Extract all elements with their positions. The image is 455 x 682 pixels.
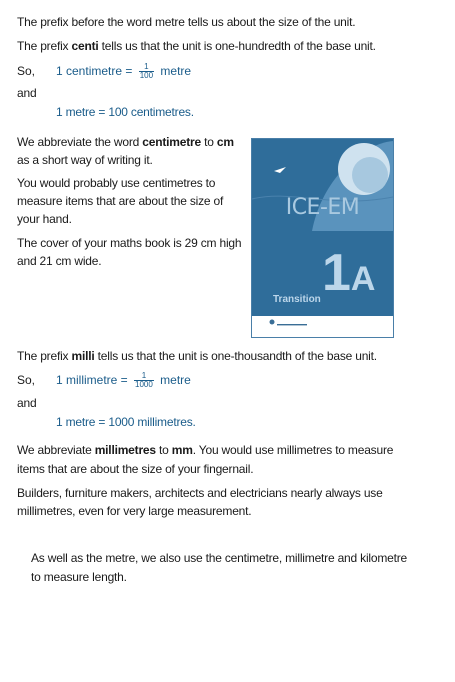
cm-book-line1: The cover of your maths book is 29 cm high (17, 236, 242, 250)
abbr-mm-line1: We abbreviate millimetres to mm. You would use millimetres to measure (17, 443, 394, 457)
centi-equation: So, 1 centimetre = $\frac{1}{100}$ metre (17, 62, 192, 81)
builders-line1: Builders, furniture makers, architects and electricians nearly always use (17, 486, 383, 500)
cm-use-line3: your hand. (17, 212, 72, 226)
centi-conversion: 1 metre = 100 centimetres. (56, 105, 194, 119)
maths-book-cover-image (251, 138, 394, 338)
milli-conversion: 1 metre = 1000 millimetres. (56, 415, 196, 429)
cm-book-line2: and 21 cm wide. (17, 254, 102, 268)
abbr-mm-line2: items that are about the size of your fingernail. (17, 462, 254, 476)
cover-top-panel (252, 139, 393, 231)
bird-icon (274, 167, 286, 173)
milli-equation: So, 1 millimetre = $\frac{1}{1000}$ metre (17, 371, 191, 390)
cm-use-line1: You would probably use centimetres to (17, 176, 216, 190)
abbr-cm-line1: We abbreviate the word centimetre to cm (17, 135, 234, 149)
intro-prefix-text: The prefix before the word metre tells us about the size of the unit. (17, 15, 356, 29)
abbr-cm-line2: as a short way of writing it. (17, 153, 153, 167)
fraction-one-hundredth: $\frac{1}{100}$ (139, 62, 154, 81)
cover-title: ICE-EM (285, 195, 360, 220)
publisher-logo (268, 319, 308, 327)
and-label-2: and (17, 396, 37, 410)
and-label-1: and (17, 86, 37, 100)
so-label: So, (17, 373, 36, 387)
cm-use-line2: measure items that are about the size of (17, 194, 224, 208)
cover-series-label: Transition (273, 294, 321, 305)
fraction-one-thousandth: $\frac{1}{1000}$ (135, 371, 153, 390)
summary-line2: to measure length. (31, 570, 127, 584)
builders-line2: millimetres, even for very large measurement. (17, 504, 252, 518)
summary-line1: As well as the metre, we also use the centimetre, millimetre and kilometre (31, 551, 408, 565)
so-label: So, (17, 64, 36, 78)
milli-definition: The prefix milli tells us that the unit is one-thousandth of the base unit. (17, 349, 377, 363)
cover-volume-number: 1A (322, 244, 376, 302)
centi-definition: The prefix centi tells us that the unit is one-hundredth of the base unit. (17, 39, 376, 53)
